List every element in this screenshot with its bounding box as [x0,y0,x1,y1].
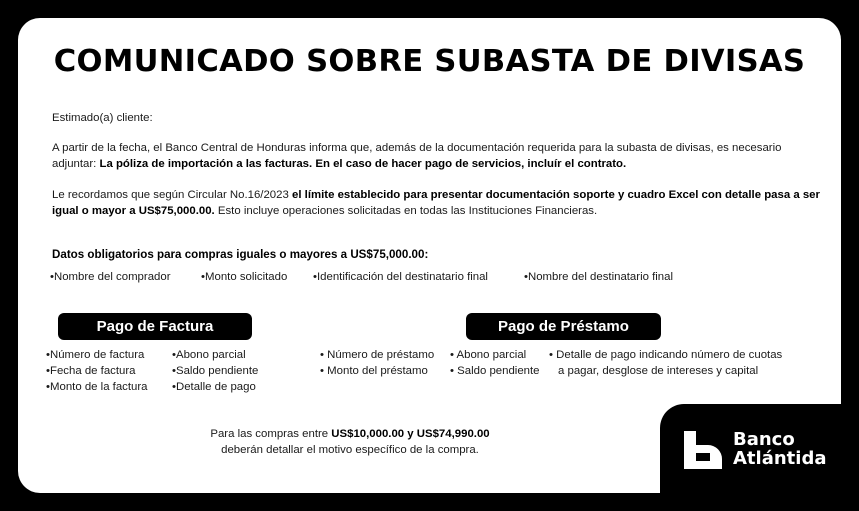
prestamo-col-1 [320,347,434,379]
list-item: •Detalle de pago [172,381,256,393]
list-item: •Abono parcial [172,349,246,361]
list-item: • Número de préstamo [320,349,435,361]
list-item: • Abono parcial [450,349,527,361]
list-item-continuation: a pagar, desglose de intereses y capital [558,365,759,377]
paragraph-circular [52,187,822,219]
list-item: • Saldo pendiente [450,365,540,377]
paragraph-text-after: Esto incluye operaciones solicitadas en todas las Instituciones Financieras. [214,205,598,217]
paragraph-bold: La póliza de importación a las facturas. En el caso de hacer pago de servicios, incluír el contrato. [99,158,627,170]
page-title: COMUNICADO SOBRE SUBASTA DE DIVISAS [53,44,806,79]
paragraph-text: A partir de la fecha, el Banco Central de Honduras informa que, además de la documentación requerida para la subasta de divisas, es necesario adjuntar: [52,142,782,170]
list-item: •Monto de la factura [46,381,148,393]
greeting: Estimado(a) cliente: [52,112,153,124]
list-item: •Nombre del destinatario final [524,271,673,283]
list-item: •Número de factura [46,349,145,361]
prestamo-section-label: Pago de Préstamo [466,313,661,340]
prestamo-col-2 [450,347,540,379]
list-item: •Saldo pendiente [172,365,259,377]
factura-section-label: Pago de Factura [58,313,252,340]
list-item: •Nombre del comprador [50,271,171,283]
list-item: •Fecha de factura [46,365,136,377]
footer-note: Para las compras entre US$10,000.00 y US$74,990.00 deberán detallar el motivo específico de la compra. [210,428,490,456]
paragraph-importation [52,140,822,172]
paragraph-text-before: Le recordamos que según Circular No.16/2023 [52,189,292,201]
paragraph-bold: el límite establecido para presentar documentación soporte y cuadro Excel con detalle pasa a ser igual o mayor a US$75,000.00. [52,189,820,217]
banco-atlantida-logo-icon [682,431,724,469]
required-data-title: Datos obligatorios para compras iguales o mayores a US$75,000.00: [52,248,429,261]
list-item: • Monto del préstamo [320,365,428,377]
list-item: •Identificación del destinatario final [313,271,488,283]
list-item: • Detalle de pago indicando número de cuotas [549,349,783,361]
prestamo-col-3 [549,347,782,379]
factura-col-2 [172,347,258,395]
list-item: •Monto solicitado [201,271,288,283]
brand-name: Banco Atlántida [733,429,827,469]
factura-col-1 [46,347,148,395]
